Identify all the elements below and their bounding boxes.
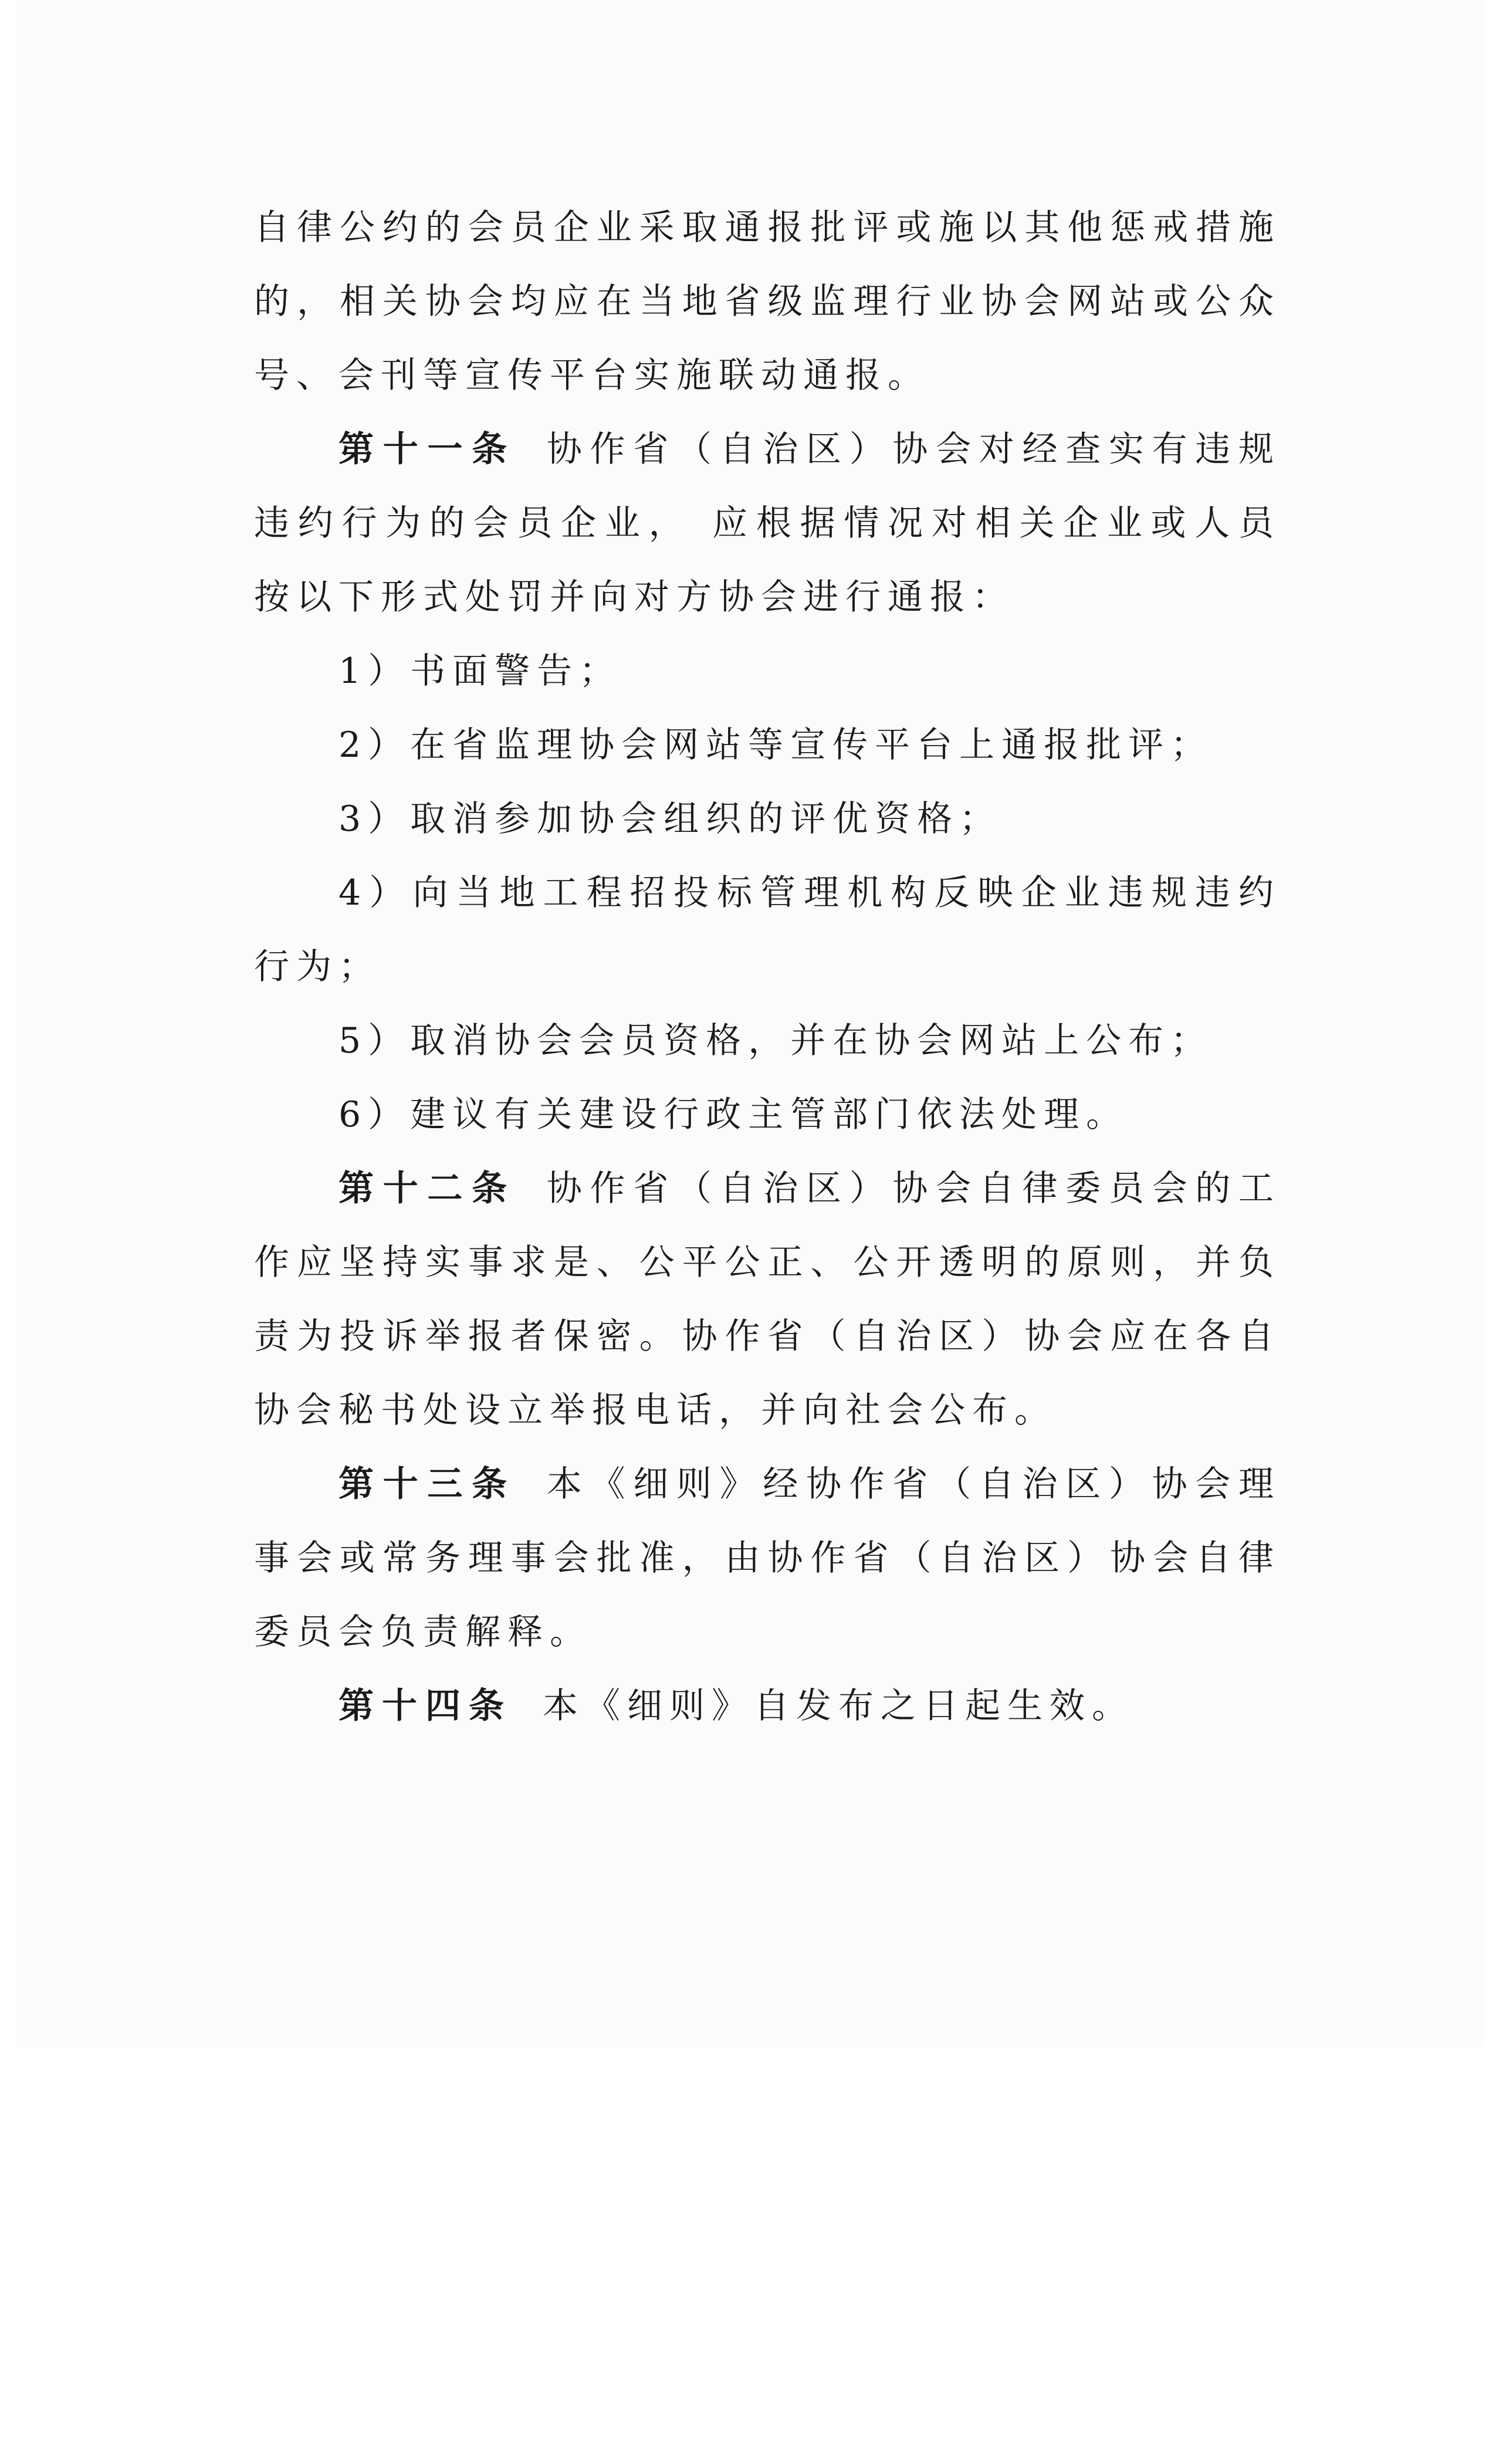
paragraph-text: 协作省（自治区）协会自律委员会的工作应坚持实事求是、公平公正、公开透明的原则，并负责为投诉举报者保密。协作省（自治区）协会应在各自协会秘书处设立举报电话，并向社会公布。	[254, 1168, 1281, 1431]
list-item	[254, 856, 1281, 1004]
article-number: 第十二条	[339, 1168, 516, 1209]
article-number: 第十一条	[339, 429, 516, 470]
list-item	[254, 1004, 1281, 1078]
article-13	[254, 1447, 1281, 1669]
paragraph-text: 本《细则》经协作省（自治区）协会理事会或常务理事会批准，由协作省（自治区）协会自律委员会负责解释。	[254, 1464, 1281, 1653]
paragraph-continuation	[254, 191, 1281, 412]
list-item-text: 4）向当地工程招投标管理机构反映企业违规违约行为；	[254, 872, 1281, 987]
paragraph-text: 协作省（自治区）协会对经查实有违规违约行为的会员企业， 应根据情况对相关企业或人员按以下形式处罚并向对方协会进行通报：	[254, 429, 1281, 618]
article-12	[254, 1152, 1281, 1447]
list-item	[254, 708, 1281, 782]
list-item-text: 2）在省监理协会网站等宣传平台上通报批评；	[339, 725, 1213, 766]
paragraph-text: 本《细则》自发布之日起生效。	[543, 1685, 1134, 1727]
document-body	[254, 191, 1281, 1743]
list-item	[254, 782, 1281, 856]
list-item	[254, 634, 1281, 708]
article-number: 第十四条	[339, 1685, 512, 1727]
list-item-text: 5）取消协会会员资格，并在协会网站上公布；	[339, 1020, 1213, 1061]
article-14	[254, 1669, 1281, 1743]
paragraph-text: 自律公约的会员企业采取通报批评或施以其他惩戒措施的，相关协会均应在当地省级监理行业协会网站或公众号、会刊等宣传平台实施联动通报。	[254, 207, 1281, 396]
scanned-page	[16, 0, 1484, 2047]
list-item-text: 3）取消参加协会组织的评优资格；	[339, 798, 1002, 840]
article-number: 第十三条	[339, 1464, 516, 1505]
list-item-text: 1）书面警告；	[339, 651, 622, 692]
list-item	[254, 1078, 1281, 1152]
article-11	[254, 412, 1281, 634]
list-item-text: 6）建议有关建设行政主管部门依法处理。	[339, 1094, 1129, 1135]
